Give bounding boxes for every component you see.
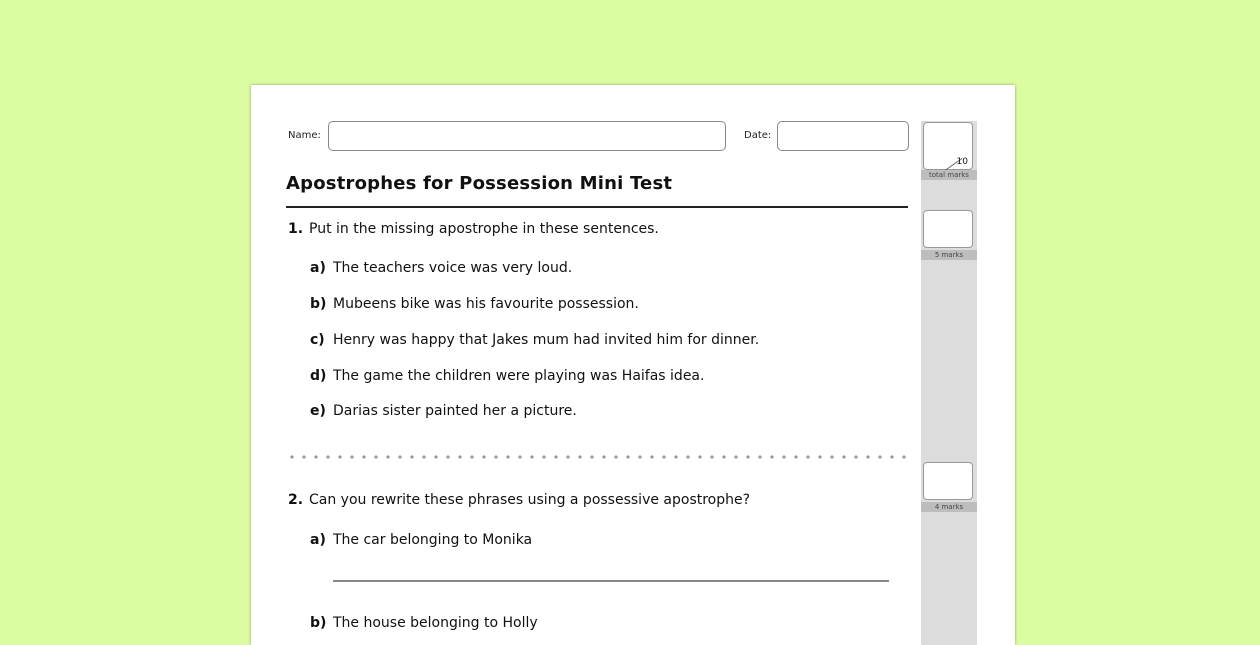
q1-marks-caption: 5 marks: [921, 250, 977, 260]
q1-item-e-text: Darias sister painted her a picture.: [333, 403, 577, 419]
q1-item-c-label: c): [310, 332, 325, 348]
q1-item-d-label: d): [310, 368, 327, 384]
question-1-number: 1.: [288, 221, 304, 237]
q1-marks-box[interactable]: [923, 210, 973, 248]
q1-item-c-text: Henry was happy that Jakes mum had invited him for dinner.: [333, 332, 760, 348]
date-field[interactable]: [777, 121, 909, 151]
total-marks-value: 10: [956, 157, 968, 167]
question-2-number: 2.: [288, 492, 304, 508]
page-title: Apostrophes for Possession Mini Test: [286, 173, 673, 194]
q2-item-a-label: a): [310, 532, 326, 548]
q1-item-d-text: The game the children were playing was Haifas idea.: [333, 368, 705, 384]
title-divider: [286, 206, 908, 208]
date-label: Date:: [744, 130, 772, 141]
section-divider: [286, 454, 908, 460]
name-field[interactable]: [328, 121, 726, 151]
q2-item-a-text: The car belonging to Monika: [333, 532, 533, 548]
q2-a-answer-line[interactable]: [333, 580, 889, 582]
q1-item-a-label: a): [310, 260, 326, 276]
total-marks-box[interactable]: [923, 122, 973, 170]
q2-item-b-label: b): [310, 615, 327, 631]
q2-marks-caption: 4 marks: [921, 502, 977, 512]
q1-item-b-text: Mubeens bike was his favourite possession.: [333, 296, 639, 312]
name-label: Name:: [288, 130, 321, 141]
q2-marks-box[interactable]: [923, 462, 973, 500]
total-marks-caption: total marks: [921, 170, 977, 180]
marks-sidebar: [921, 121, 977, 645]
q1-item-e-label: e): [310, 403, 326, 419]
q2-item-b-text: The house belonging to Holly: [333, 615, 538, 631]
question-2-text: Can you rewrite these phrases using a possessive apostrophe?: [309, 492, 751, 508]
worksheet-page: [251, 85, 1015, 645]
q1-item-a-text: The teachers voice was very loud.: [333, 260, 573, 276]
question-1-text: Put in the missing apostrophe in these sentences.: [309, 221, 659, 237]
q1-item-b-label: b): [310, 296, 327, 312]
